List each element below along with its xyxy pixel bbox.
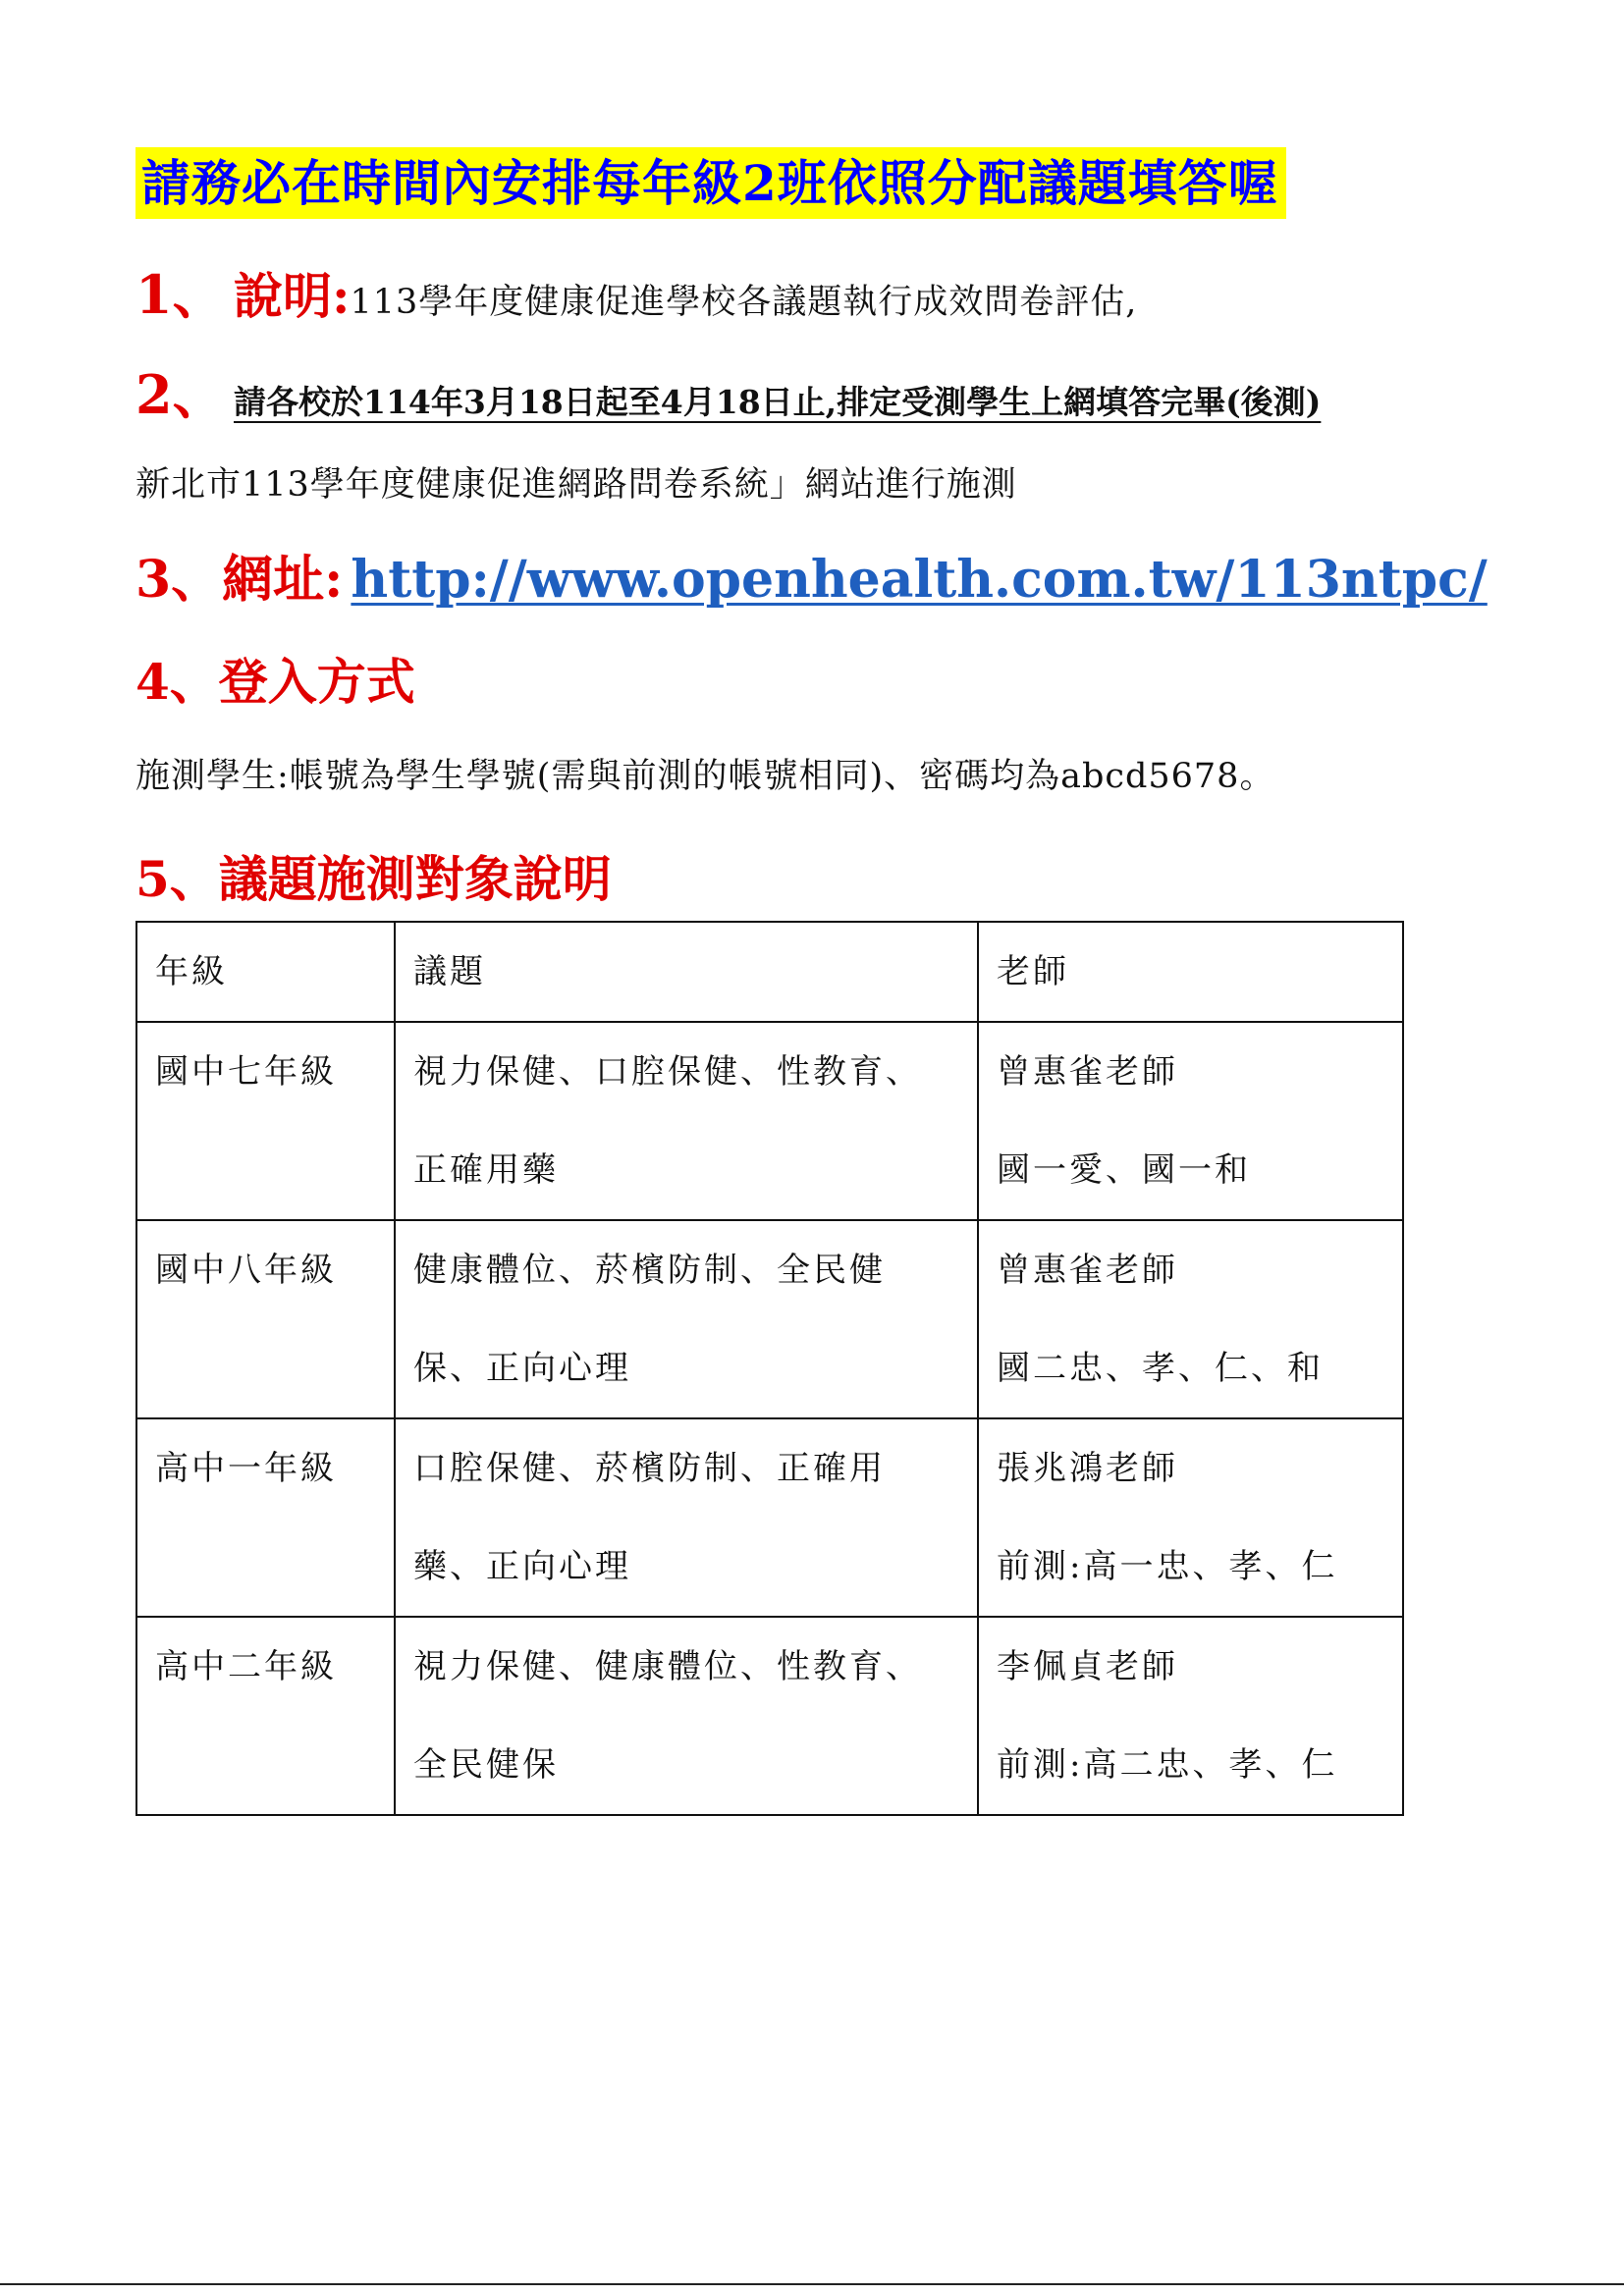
table-row xyxy=(136,1617,1403,1815)
grade-cell xyxy=(136,1418,395,1617)
notice-banner: 請務必在時間內安排每年級2班依照分配議題填答喔 xyxy=(135,147,1286,219)
item-1-text: 113學年度健康促進學校各議題執行成效問卷評估, xyxy=(350,283,1138,322)
header-teacher: 老師 xyxy=(978,922,1403,1022)
item-3-label: 3、網址: xyxy=(135,550,344,610)
item-2-text: 請各校於114年3月18日起至4月18日止,排定受測學生上網填答完畢(後測) xyxy=(234,383,1322,421)
topic-line: 藥、正向心理 xyxy=(413,1547,631,1586)
teacher-cell xyxy=(978,1418,1403,1617)
table-row xyxy=(136,1220,1403,1418)
topic-line: 視力保健、健康體位、性教育、 xyxy=(413,1647,922,1686)
table-header-row xyxy=(136,922,1403,1022)
grade-label: 高中一年級 xyxy=(155,1449,337,1488)
topic-line: 口腔保健、菸檳防制、正確用 xyxy=(413,1449,886,1488)
item-5-heading: 5、議題施測對象說明 xyxy=(135,850,612,908)
topic-cell xyxy=(395,1418,978,1617)
grade-label: 國中八年級 xyxy=(155,1251,337,1290)
topic-line: 保、正向心理 xyxy=(413,1349,631,1388)
teacher-name: 李佩貞老師 xyxy=(997,1647,1178,1686)
teacher-classes: 國一愛、國一和 xyxy=(997,1150,1251,1190)
teacher-classes: 前測:高一忠、孝、仁 xyxy=(997,1547,1338,1586)
grade-cell xyxy=(136,1022,395,1220)
teacher-name: 張兆鴻老師 xyxy=(997,1449,1178,1488)
item-1 xyxy=(135,253,1138,326)
login-instructions: 施測學生:帳號為學生學號(需與前測的帳號相同)、密碼均為abcd5678。 xyxy=(135,757,1275,796)
page-bottom-rule xyxy=(0,2283,1624,2285)
topic-line: 視力保健、口腔保健、性教育、 xyxy=(413,1052,922,1092)
topic-cell xyxy=(395,1617,978,1815)
grade-cell xyxy=(136,1617,395,1815)
grade-label: 國中七年級 xyxy=(155,1052,337,1092)
system-note: 新北市113學年度健康促進網路問卷系統」網站進行施測 xyxy=(135,465,1017,505)
item-1-number: 1、 xyxy=(135,263,226,326)
header-topic: 議題 xyxy=(395,922,978,1022)
header-grade: 年級 xyxy=(136,922,395,1022)
item-2 xyxy=(135,353,1322,426)
item-3 xyxy=(135,538,1488,612)
table-row xyxy=(136,1418,1403,1617)
teacher-name: 曾惠雀老師 xyxy=(997,1251,1178,1290)
topic-line: 正確用藥 xyxy=(413,1150,559,1190)
teacher-classes: 前測:高二忠、孝、仁 xyxy=(997,1745,1338,1785)
teacher-name: 曾惠雀老師 xyxy=(997,1052,1178,1092)
topic-line: 健康體位、菸檳防制、全民健 xyxy=(413,1251,886,1290)
topic-line: 全民健保 xyxy=(413,1745,559,1785)
topic-cell xyxy=(395,1220,978,1418)
grade-label: 高中二年級 xyxy=(155,1647,337,1686)
teacher-cell xyxy=(978,1220,1403,1418)
table-row xyxy=(136,1022,1403,1220)
item-2-number: 2、 xyxy=(135,363,226,426)
teacher-classes: 國二忠、孝、仁、和 xyxy=(997,1349,1324,1388)
teacher-cell xyxy=(978,1022,1403,1220)
grade-cell xyxy=(136,1220,395,1418)
survey-url-link[interactable]: http://www.openhealth.com.tw/113ntpc/ xyxy=(351,550,1488,610)
topic-cell xyxy=(395,1022,978,1220)
teacher-cell xyxy=(978,1617,1403,1815)
item-4-heading: 4、登入方式 xyxy=(135,653,415,711)
item-1-label: 說明: xyxy=(234,267,351,325)
topic-assignment-table xyxy=(135,921,1404,1816)
